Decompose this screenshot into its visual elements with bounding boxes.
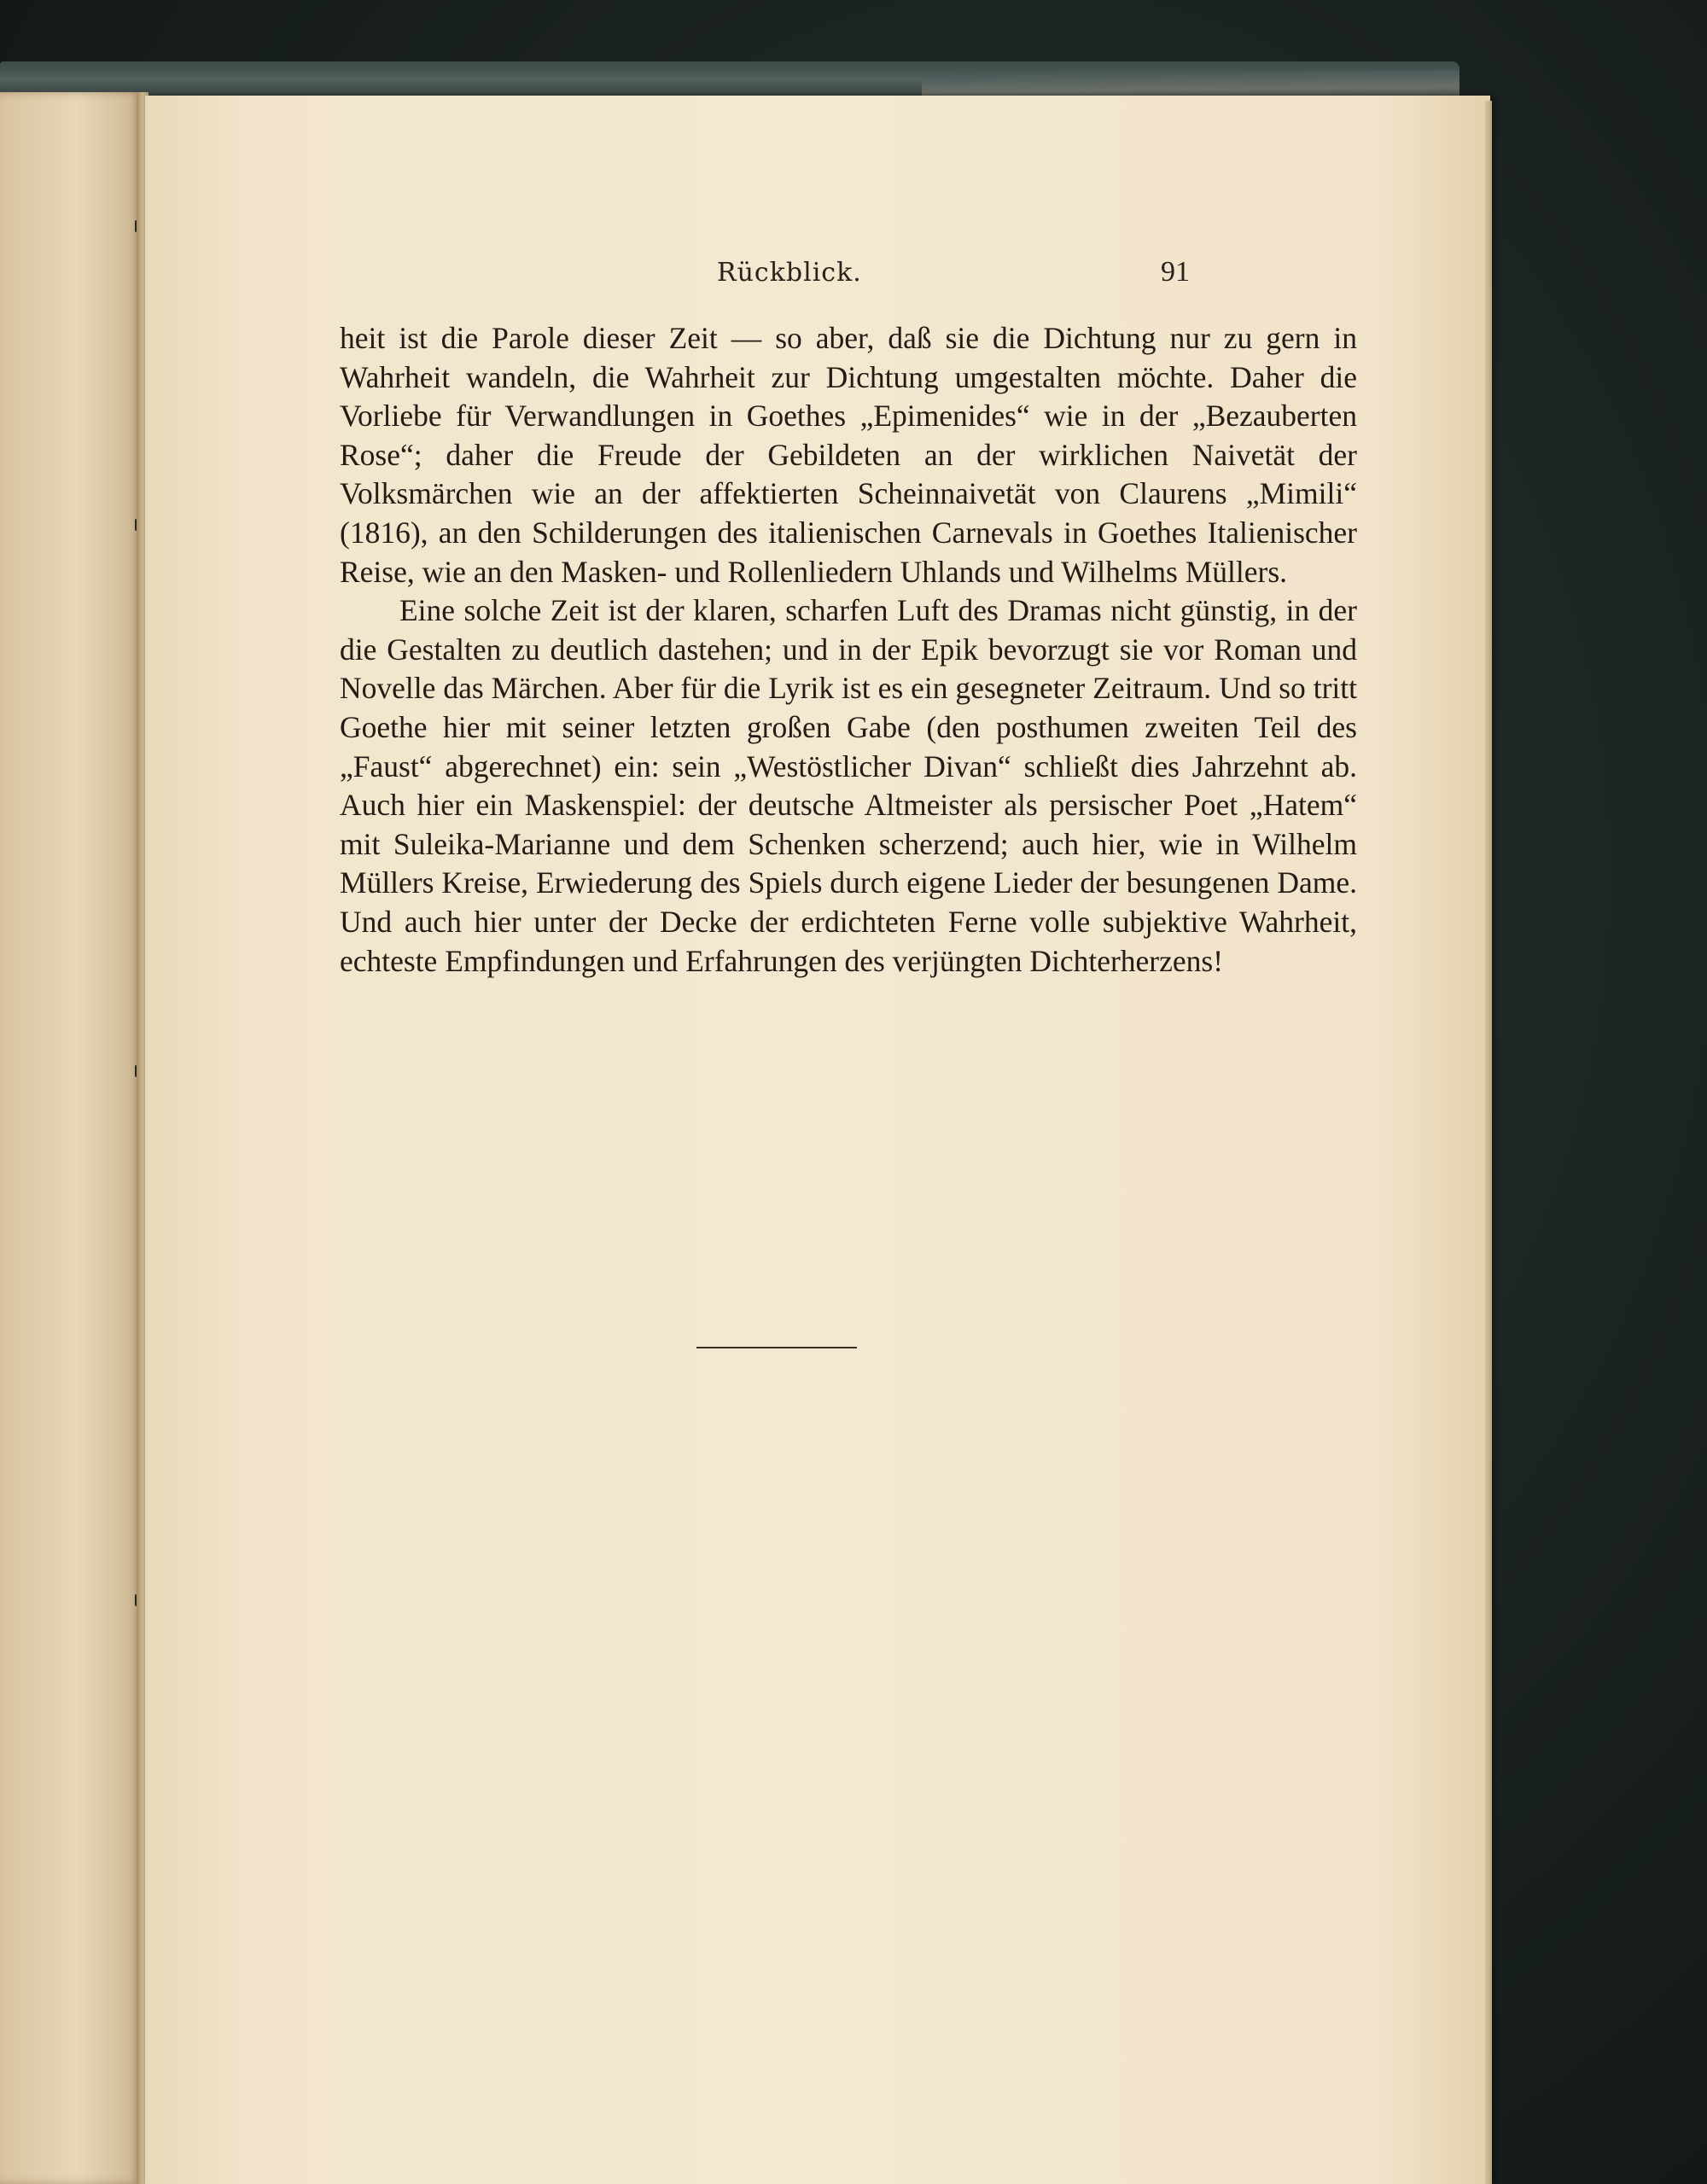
section-end-rule — [696, 1347, 857, 1348]
paragraph: heit ist die Parole dieser Zeit — so aber, daß sie die Dichtung nur zu gern in Wahrheit wandeln, die Wahrheit zur Dichtung umgestalten möchte. Daher die Vorliebe für Verwandlungen in Goethes „Epimenides“ wie in der „Bezauberten Rose“; daher die Freude der Gebildeten an der wirklichen Naivetät der Volksmärchen wie an der affektierten Scheinnaivetät von Claurens „Mimili“ (1816), an den Schilderungen des italienischen Carnevals in Goethes Italienischer Reise, wie an den Masken- und Rollenliedern Uhlands und Wilhelms Müllers. — [340, 321, 1357, 589]
book-page — [145, 96, 1490, 2184]
running-head — [145, 258, 1490, 300]
running-title: Rückblick. — [717, 258, 862, 288]
body-text — [340, 319, 1357, 981]
facing-page-edge — [0, 92, 141, 2184]
paragraph: Eine solche Zeit ist der klaren, scharfen Luft des Dramas nicht günstig, in der die Gestalten zu deutlich dastehen; und in der Epik bevorzugt sie vor Roman und Novelle das Märchen. Aber für die Lyrik ist es ein gesegneter Zeitraum. Und so tritt Goethe hier mit seiner letzten großen Gabe (den posthumen zweiten Teil des „Faust“ abgerechnet) ein: sein „Westöstlicher Divan“ schließt dies Jahrzehnt ab. Auch hier ein Maskenspiel: der deutsche Altmeister als persischer Poet „Hatem“ mit Suleika-Marianne und dem Schenken scherzend; auch hier, wie in Wilhelm Müllers Kreise, Erwiederung des Spiels durch eigene Lieder der besungenen Dame. Und auch hier unter der Decke der erdichteten Ferne volle subjektive Wahrheit, echteste Empfindungen und Erfahrungen des verjüngten Dichterherzens! — [340, 593, 1357, 978]
page-edge — [1485, 101, 1492, 2184]
page-number: 91 — [1161, 256, 1190, 288]
